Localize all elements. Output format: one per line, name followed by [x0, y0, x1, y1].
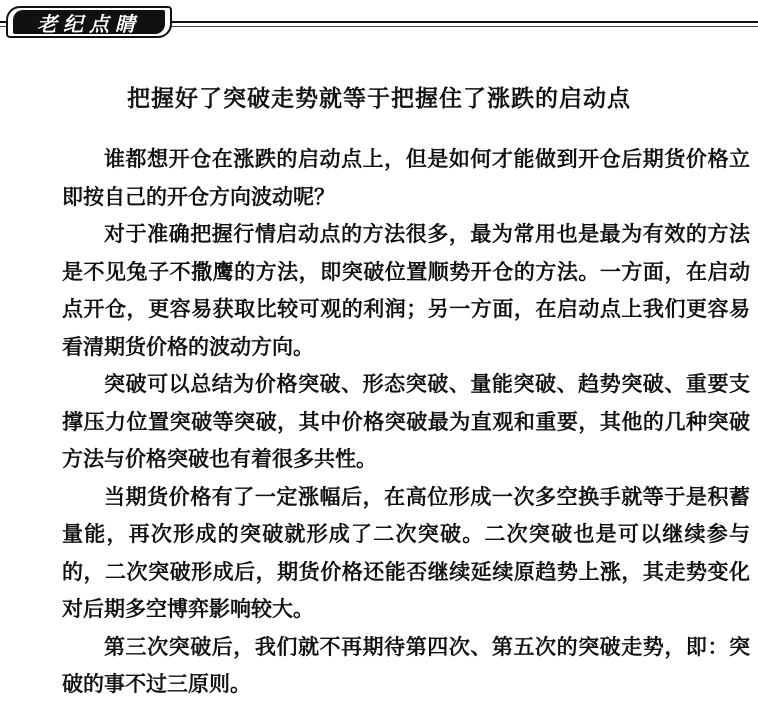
section-tab [6, 6, 172, 38]
article-body [62, 140, 750, 703]
paragraph-3: 突破可以总结为价格突破、形态突破、量能突破、趋势突破、重要支撑压力位置突破等突破，其中价格突破最为直观和重要，其他的几种突破方法与价格突破也有着很多共性。 [62, 371, 750, 471]
section-tab-label: 老纪点睛 [37, 11, 141, 36]
article-title: 把握好了突破走势就等于把握住了涨跌的启动点 [127, 86, 631, 112]
paragraph-4: 当期货价格有了一定涨幅后，在高位形成一次多空换手就等于是积蓄量能，再次形成的突破就形成了二次突破。二次突破也是可以继续参与的，二次突破形成后，期货价格还能否继续延续原趋势上涨，其走势变化对后期多空博弈影响较大。 [62, 483, 750, 621]
paragraph-2: 对于准确把握行情启动点的方法很多，最为常用也是最为有效的方法是不见兔子不撒鹰的方法，即突破位置顺势开仓的方法。一方面，在启动点开仓，更容易获取比较可观的利润；另一方面，在启动点上我们更容易看清期货价格的波动方向。 [62, 221, 750, 359]
section-tab-inner [13, 10, 165, 34]
paragraph-1: 谁都想开仓在涨跌的启动点上，但是如何才能做到开仓后期货价格立即按自己的开仓方向波动呢？ [62, 146, 750, 209]
paragraph-5: 第三次突破后，我们就不再期待第四次、第五次的突破走势，即：突破的事不过三原则。 [62, 633, 750, 696]
